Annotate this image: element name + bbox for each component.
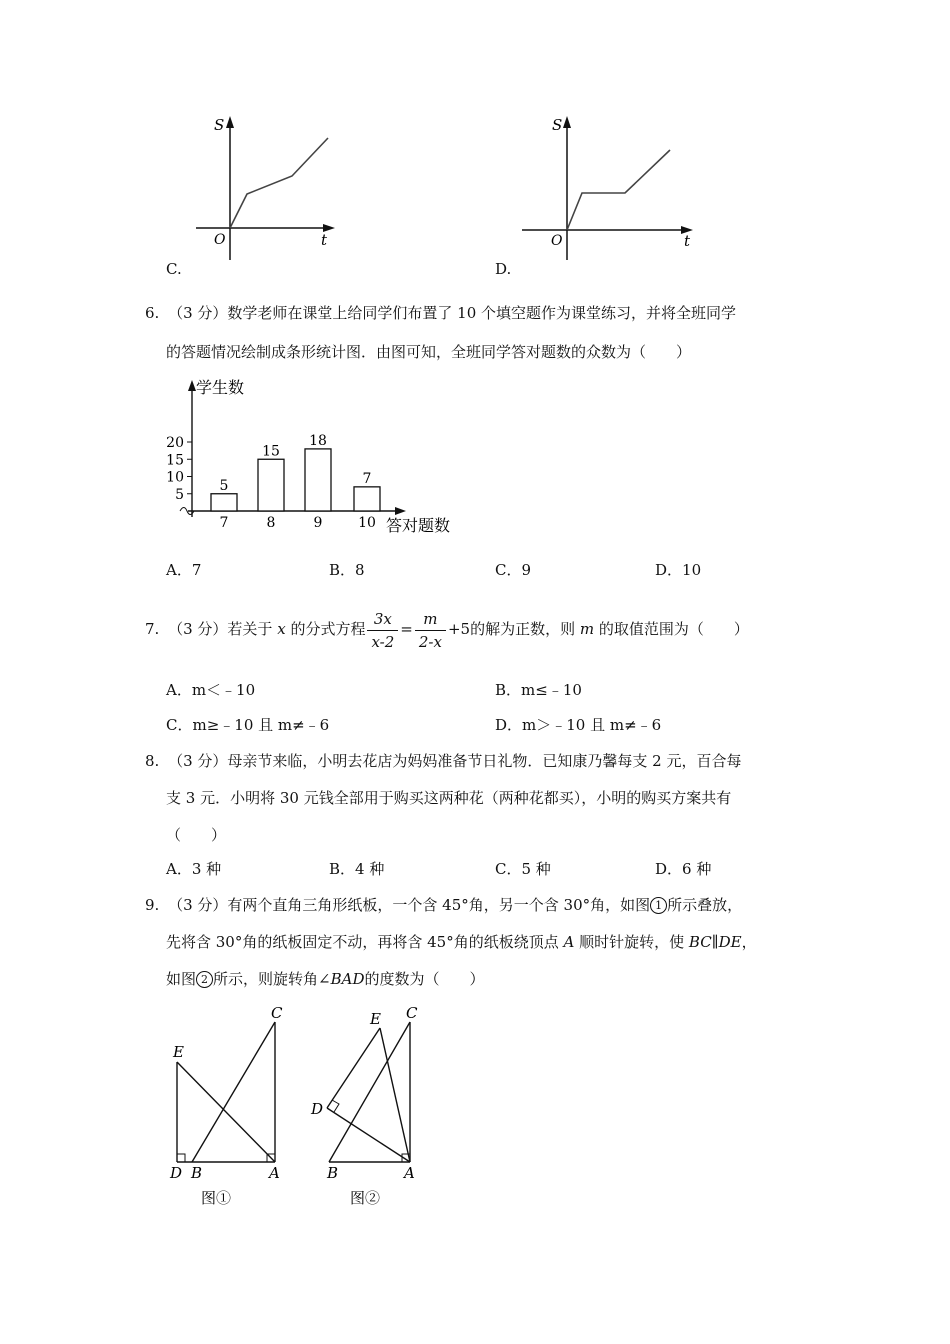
axis-s-label: S (552, 116, 563, 134)
y-tick-label: 10 (166, 469, 184, 486)
q9-line3a: 如图 (166, 970, 197, 988)
bar (354, 487, 380, 511)
q6-number: 6. (145, 304, 160, 322)
q9-line1b: 所示叠放， (667, 896, 743, 914)
vertex-e: E (370, 1010, 381, 1028)
frac2-numerator: m (415, 608, 446, 631)
y-axis-label: 学生数 (196, 378, 245, 397)
q6-line1 (145, 303, 736, 323)
q7-score: （3 分） (168, 620, 228, 638)
q9-number: 9. (145, 896, 160, 914)
q8-text-line2: 支 3 元．小明将 30 元钱全部用于购买这两种花（两种花都买），小明的购买方案共有 (166, 789, 732, 807)
bar (305, 449, 331, 511)
bar (258, 459, 284, 511)
q9-angle-bad: BAD (330, 970, 365, 988)
fraction-3x-over-x-2 (367, 608, 398, 653)
q9-vertex-a: A (563, 933, 575, 951)
q8-option-c: C．5 种 (495, 860, 551, 878)
x-axis-arrow (395, 507, 406, 515)
q8-score: （3 分） (168, 752, 228, 770)
bar-chart (160, 370, 470, 540)
q7-option-c: C．m≥﹣10 且 m≠﹣6 (166, 716, 330, 734)
fraction-m-over-2-x (415, 608, 446, 653)
q7-mid: 的分式方程 (290, 620, 366, 638)
x-tick-label: 10 (358, 515, 376, 531)
bar (211, 494, 237, 511)
q6-option-a: A．7 (166, 561, 202, 579)
q6-option-d: D．10 (655, 561, 702, 579)
frac1-numerator: 3x (367, 608, 398, 631)
axis-t-label: t (684, 232, 691, 250)
q8-option-a: A．3 种 (166, 860, 222, 878)
q7-var-m: m (579, 620, 595, 638)
q8-option-b: B．4 种 (329, 860, 385, 878)
q7-equals: = (400, 620, 413, 638)
axis-o-label: O (551, 233, 563, 249)
vertex-d: D (311, 1100, 324, 1118)
q9-line2b: 顺时针旋转，使 (579, 933, 685, 951)
x-tick-label: 8 (266, 515, 276, 531)
triangle-figure-2 (305, 1000, 435, 1210)
q6-score: （3 分） (168, 304, 228, 322)
y-tick-label: 5 (175, 486, 184, 503)
q8-number: 8. (145, 752, 160, 770)
q9-line1a: 有两个直角三角形纸板，一个含 45°角，另一个含 30°角，如图 (227, 896, 651, 914)
data-label: 18 (309, 432, 327, 449)
data-label: 7 (362, 470, 372, 487)
circled-1: 1 (650, 897, 667, 914)
q9-line3 (166, 969, 485, 989)
q6-text-line2: 的答题情况绘制成条形统计图．由图可知，全班同学答对题数的众数为（ ） (166, 343, 692, 361)
q7-post1: 的解为正数，则 (470, 620, 576, 638)
q9-line3b: 所示，则旋转角∠ (213, 970, 331, 988)
circled-2: 2 (196, 971, 213, 988)
q6-option-c: C．9 (495, 561, 532, 579)
q7-option-b: B．m≤﹣10 (495, 681, 582, 699)
axis-t-label: t (321, 231, 328, 249)
q8-text-line3: （ ） (166, 826, 227, 844)
q7-pre: 若关于 (227, 620, 273, 638)
figure-1-caption: 图① (201, 1189, 232, 1207)
q6-text-line1: 数学老师在课堂上给同学们布置了 10 个填空题作为课堂练习，并将全班同学 (227, 304, 737, 322)
option-d-label: D. (495, 260, 512, 278)
vertex-c: C (271, 1004, 283, 1022)
y-tick-label: 15 (166, 452, 184, 469)
q7-option-a: A．m＜﹣10 (166, 681, 256, 699)
x-tick-label: 9 (313, 515, 323, 531)
axis-s-label: S (214, 116, 225, 134)
figure-2-caption: 图② (350, 1189, 381, 1207)
data-label: 15 (262, 443, 280, 460)
axis-o-label: O (214, 232, 226, 248)
q9-line2c: ， (741, 933, 757, 951)
triangle-figure-1 (165, 1000, 295, 1210)
vertex-a: A (269, 1164, 280, 1182)
x-axis-label: 答对题数 (386, 516, 451, 535)
q7-line (145, 604, 749, 654)
q8-line1 (145, 751, 742, 771)
y-axis-arrow (188, 380, 196, 391)
q6-option-b: B．8 (329, 561, 365, 579)
frac1-denominator: x-2 (371, 632, 395, 651)
q9-score: （3 分） (168, 896, 228, 914)
graph-option-d (520, 112, 700, 264)
vertex-b: B (327, 1164, 339, 1182)
q9-line2a: 先将含 30°角的纸板固定不动，再将含 45°角的纸板绕顶点 (166, 933, 559, 951)
q9-line3c: 的度数为（ ） (364, 970, 485, 988)
graph-option-c (190, 112, 340, 264)
q9-line1 (145, 895, 742, 915)
q8-option-d: D．6 种 (655, 860, 712, 878)
frac2-denominator: 2-x (418, 632, 442, 651)
vertex-c: C (406, 1004, 418, 1022)
vertex-a: A (404, 1164, 415, 1182)
q8-text-line1: 母亲节来临，小明去花店为妈妈准备节日礼物．已知康乃馨每支 2 元，百合每 (227, 752, 742, 770)
q7-number: 7. (145, 620, 160, 638)
y-tick-label: 20 (166, 435, 184, 451)
q7-post2: 的取值范围为（ ） (598, 620, 749, 638)
vertex-b: B (191, 1164, 203, 1182)
q7-var-x: x (277, 620, 286, 638)
q9-bc-parallel-de: BC∥DE (688, 933, 742, 951)
data-label: 5 (219, 477, 229, 494)
q7-plus5: +5 (447, 620, 471, 638)
q7-option-d: D．m＞﹣10 且 m≠﹣6 (495, 716, 662, 734)
x-tick-label: 7 (219, 515, 229, 531)
option-c-label: C. (166, 260, 182, 278)
vertex-e: E (173, 1043, 184, 1061)
q9-line2 (166, 932, 757, 952)
vertex-d: D (170, 1164, 183, 1182)
